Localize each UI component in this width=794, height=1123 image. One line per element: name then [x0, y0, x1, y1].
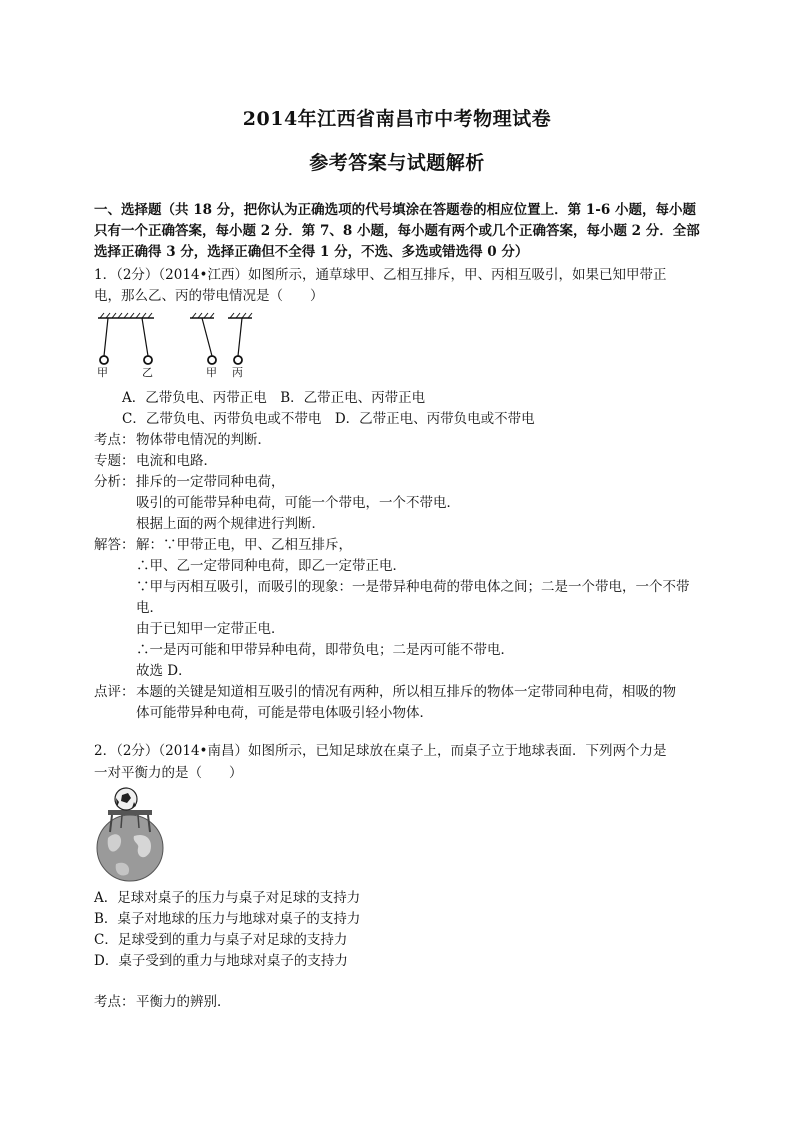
q1-jieda-line: ∴一是丙可能和甲带异种电荷，即带负电；二是丙可能不带电． [136, 642, 514, 658]
page-subtitle: 参考答案与试题解析 [309, 152, 485, 174]
q1-fenxi-tag: 分析： [94, 474, 135, 490]
q1-zhuanti-tag: 专题： [94, 453, 135, 469]
q2-earth-table-ball-figure [94, 786, 170, 884]
q1-figure-label: 甲 [206, 366, 217, 379]
q2-kaodian: 平衡力的辨别． [136, 994, 231, 1010]
q1-kaodian-tag: 考点： [94, 432, 135, 448]
q1-jieda-line: 解：∵甲带正电，甲、乙相互排斥， [136, 537, 352, 553]
q2-option-line: B．桌子对地球的压力与地球对桌子的支持力 [94, 911, 361, 927]
q2-kaodian-tag: 考点： [94, 994, 135, 1010]
q1-stem-line: 电，那么乙、丙的带电情况是（ ） [94, 288, 324, 304]
q1-dianping-line: 体可能带异种电荷，可能是带电体吸引轻小物体． [136, 705, 433, 721]
q2-option-line: D．桌子受到的重力与地球对桌子的支持力 [94, 953, 348, 969]
page-title: 2014年江西省南昌市中考物理试卷 [242, 108, 552, 130]
q2-option-line: A．足球对桌子的压力与桌子对足球的支持力 [94, 890, 361, 906]
q1-jieda-line: 由于已知甲一定带正电． [136, 621, 285, 637]
q1-pith-ball-figure [94, 312, 274, 382]
q1-fenxi-line: 根据上面的两个规律进行判断． [136, 516, 325, 532]
q1-option-line: C．乙带负电、丙带负电或不带电 D．乙带正电、丙带负电或不带电 [122, 411, 535, 427]
q1-jieda-line: ∵甲与丙相互吸引，而吸引的现象：一是带异种电荷的带电体之间；二是一个带电，一个不带 [136, 579, 690, 595]
q1-jieda-line: ∴甲、乙一定带同种电荷，即乙一定带正电． [136, 558, 406, 574]
q1-figure-label: 甲 [97, 366, 108, 379]
q1-jieda-line: 电． [136, 600, 163, 616]
q1-jieda-tag: 解答： [94, 537, 135, 553]
q1-fenxi-line: 吸引的可能带异种电荷，可能一个带电，一个不带电． [136, 495, 460, 511]
q1-option-line: A．乙带负电、丙带正电 B．乙带正电、丙带正电 [122, 390, 426, 406]
q1-dianping-line: 本题的关键是知道相互吸引的情况有两种，所以相互排斥的物体一定带同种电荷，相吸的物 [136, 684, 676, 700]
q1-fenxi-line: 排斥的一定带同种电荷， [136, 474, 285, 490]
q1-zhuanti: 电流和电路． [136, 453, 217, 469]
q1-kaodian: 物体带电情况的判断． [136, 432, 271, 448]
q1-figure-label: 丙 [232, 366, 243, 379]
section-intro-line: 只有一个正确答案，每小题 2 分．第 7、8 小题，每小题有两个或几个正确答案，每小题 2 分．全部 [94, 223, 700, 239]
section-intro-line: 选择正确得 3 分，选择正确但不全得 1 分，不选、多选或错选得 0 分） [94, 244, 529, 260]
q1-dianping-tag: 点评： [94, 684, 135, 700]
q1-jieda-line: 故选 D． [136, 663, 192, 679]
q2-option-line: C．足球受到的重力与桌子对足球的支持力 [94, 932, 348, 948]
q1-stem-line: 1．（2分）（2014•江西）如图所示，通草球甲、乙相互排斥，甲、丙相互吸引，如果已知甲带正 [94, 267, 667, 283]
section-intro-line: 一、选择题（共 18 分，把你认为正确选项的代号填涂在答题卷的相应位置上．第 1-6 小题，每小题 [94, 202, 696, 218]
q2-stem-line: 一对平衡力的是（ ） [94, 765, 243, 781]
q1-figure-label: 乙 [142, 366, 153, 379]
q2-stem-line: 2．（2分）（2014•南昌）如图所示，已知足球放在桌子上，而桌子立于地球表面．下列两个力是 [94, 743, 667, 759]
